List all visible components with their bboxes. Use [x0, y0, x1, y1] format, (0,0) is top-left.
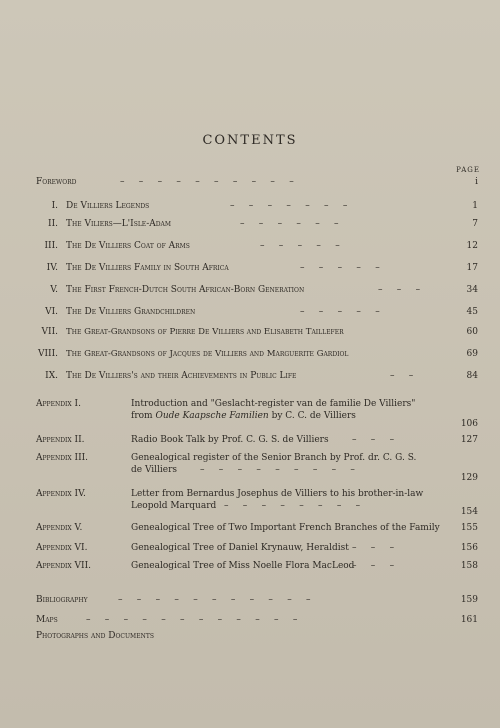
toc-page: 17	[466, 263, 478, 273]
appendix-key: Appendix VII.	[36, 561, 91, 571]
toc-label: The De Villiers's and their Achievements in Public Life	[66, 371, 297, 381]
toc-dashes: – – – – – –	[240, 219, 339, 229]
back-page: 159	[460, 595, 478, 605]
appendix-dashes: – – – – – – – –	[224, 501, 361, 511]
appendix-key: Appendix II.	[36, 435, 85, 445]
toc-number: II.	[48, 219, 58, 229]
appendix-dashes: – – –	[352, 543, 395, 553]
toc-page: 34	[466, 285, 478, 295]
toc-dashes: – – – – –	[260, 241, 340, 251]
toc-number: IX.	[45, 371, 58, 381]
toc-page: 60	[466, 327, 478, 337]
toc-number: VII.	[41, 327, 58, 337]
appendix-key: Appendix IV.	[36, 489, 86, 499]
toc-label: The De Villiers Grandchildren	[66, 307, 196, 317]
appendix-page: 156	[460, 543, 478, 553]
toc-page: 84	[466, 371, 478, 381]
appendix-title-line1: Introduction and "Geslacht-register van de familie De Villiers"	[131, 399, 416, 409]
appendix-dashes: – – –	[352, 435, 395, 445]
appendix-page: 154	[460, 507, 478, 517]
toc-label: The First French-Dutch South African-Born Generation	[66, 285, 305, 295]
appendix-dashes: – – – – – – – – –	[200, 465, 355, 475]
appendix-page: 158	[460, 561, 478, 571]
appendix-page: 155	[460, 523, 478, 533]
toc-dashes: – – – – – – –	[230, 201, 348, 211]
appendix-title-line1: Genealogical Tree of Daniel Krynauw, Heraldist	[131, 543, 349, 553]
appendix-key: Appendix III.	[36, 453, 89, 463]
appendix-key: Appendix I.	[36, 399, 81, 409]
back-page: 161	[460, 615, 478, 625]
toc-label: The Great-Grandsons of Pierre De Villiers and Elisabeth Taillefer	[66, 327, 344, 337]
toc-label: The De Villiers Family in South Africa	[66, 263, 229, 273]
appendix-line2-post: by C. C. de Villiers	[268, 411, 356, 421]
appendix-title-line2	[131, 410, 431, 422]
toc-page: i	[475, 177, 478, 187]
toc-dashes: – – – – –	[300, 263, 380, 273]
toc-dashes: – – – – –	[300, 307, 380, 317]
toc-dashes: – – –	[378, 285, 421, 295]
toc-number: V.	[50, 285, 58, 295]
appendix-page: 127	[460, 435, 478, 445]
toc-dashes: – – – – – – – – – –	[120, 177, 294, 187]
appendix-title-line1: Genealogical Tree of Two Important French Branches of the Family	[131, 523, 440, 533]
contents-title: CONTENTS	[202, 133, 298, 148]
back-dashes: – – – – – – – – – – –	[118, 595, 311, 605]
toc-number: VI.	[45, 307, 58, 317]
toc-number: VIII.	[37, 349, 58, 359]
appendix-title-line2: de Villiers	[131, 465, 178, 475]
toc-page: 1	[472, 201, 478, 211]
toc-label: Foreword	[36, 177, 77, 187]
appendix-dashes: – – –	[352, 561, 395, 571]
back-label: Bibliography	[36, 595, 88, 605]
toc-number: III.	[44, 241, 58, 251]
toc-number: I.	[51, 201, 58, 211]
appendix-title-line1: Radio Book Talk by Prof. C. G. S. de Villiers	[131, 435, 329, 445]
appendix-page: 129	[460, 473, 478, 483]
toc-page: 12	[466, 241, 478, 251]
toc-page: 7	[472, 219, 478, 229]
appendix-line2-italic: Oude Kaapsche Familien	[155, 411, 269, 421]
appendix-title-line1: Genealogical Tree of Miss Noelle Flora MacLeod	[131, 561, 355, 571]
toc-label: De Villiers Legends	[66, 201, 150, 211]
appendix-page: 106	[460, 419, 478, 429]
toc-label: The Great-Grandsons of Jacques de Villiers and Marguerite Gardiol	[66, 349, 349, 359]
toc-dashes: – –	[390, 371, 414, 381]
toc-number: IV.	[46, 263, 58, 273]
appendix-key: Appendix VI.	[36, 543, 88, 553]
page-column-header: PAGE	[456, 166, 480, 174]
appendix-key: Appendix V.	[36, 523, 83, 533]
toc-page: 45	[466, 307, 478, 317]
toc-label: The Viliers—L'Isle-Adam	[66, 219, 172, 229]
toc-page: 69	[466, 349, 478, 359]
back-label: Maps	[36, 615, 58, 625]
back-label: Photographs and Documents	[36, 631, 154, 641]
toc-label: The De Villiers Coat of Arms	[66, 241, 190, 251]
appendix-title-line1: Letter from Bernardus Josephus de Villiers to his brother-in-law	[131, 489, 424, 499]
appendix-title-line1: Genealogical register of the Senior Branch by Prof. dr. C. G. S.	[131, 453, 417, 463]
appendix-line2-pre: from	[131, 411, 156, 421]
appendix-title-line2: Leopold Marquard	[131, 501, 217, 511]
back-dashes: – – – – – – – – – – – –	[86, 615, 298, 625]
